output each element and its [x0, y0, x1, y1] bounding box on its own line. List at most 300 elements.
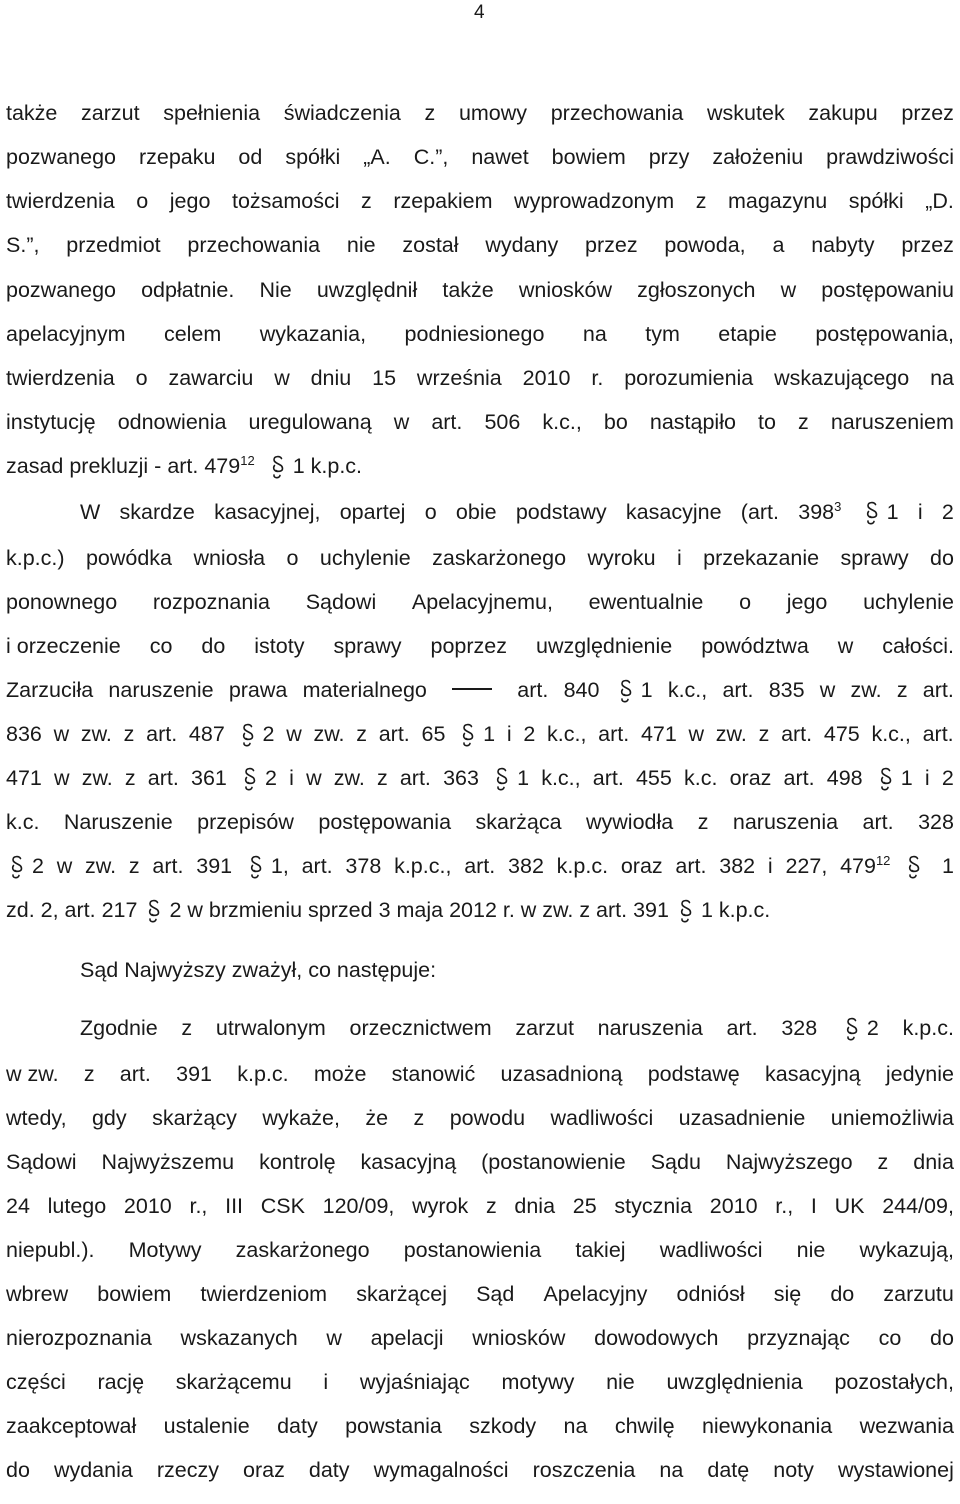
word: 2 — [941, 500, 954, 524]
word: 487 — [188, 722, 225, 746]
word: naruszenia — [732, 810, 839, 834]
word: wadliwości — [550, 1106, 654, 1130]
word: twierdzenia — [6, 189, 115, 213]
word: stycznia — [614, 1194, 693, 1218]
word: motywy — [501, 1370, 575, 1394]
word: 361 — [191, 766, 227, 790]
word: art. — [922, 678, 954, 702]
word: zarzut — [81, 101, 140, 125]
word: k.p.c. — [237, 1062, 289, 1086]
word: uwzględnienie — [535, 634, 673, 658]
word: zaakceptował — [6, 1414, 137, 1438]
word: zawarciu — [168, 366, 254, 390]
word: bowiem — [551, 145, 626, 169]
word: do — [6, 1458, 30, 1482]
word: powstania — [345, 1414, 442, 1438]
word: i — [924, 766, 930, 790]
word: o — [135, 366, 148, 390]
word: na — [582, 322, 607, 346]
word: spółki — [285, 145, 341, 169]
word: k.c. — [683, 766, 718, 790]
section-sign-icon — [617, 678, 635, 704]
word: dnia — [913, 1150, 954, 1174]
word: k.c. — [6, 810, 40, 834]
word: stanowić — [391, 1062, 476, 1086]
text-line — [6, 587, 954, 617]
word: 363 — [443, 766, 479, 790]
word: z — [181, 1016, 193, 1040]
word: celem — [163, 322, 222, 346]
word: rzepakiem — [393, 189, 493, 213]
word: etapie — [718, 322, 777, 346]
word: powoda, — [664, 233, 746, 257]
word: tym — [645, 322, 680, 346]
word: 471 — [6, 766, 42, 790]
line-text: zasad prekluzji - art. 479 — [6, 454, 241, 478]
section-sign-icon — [863, 500, 881, 526]
word: 2 — [523, 722, 536, 746]
word: 475 — [823, 722, 860, 746]
word: 382 — [719, 854, 756, 878]
word: i orzeczenie — [6, 634, 121, 658]
word: wykazują, — [859, 1238, 954, 1262]
word: 1 — [875, 763, 913, 793]
word: wykaże, — [262, 1106, 340, 1130]
word: w — [326, 1326, 342, 1350]
word: 471 — [640, 722, 677, 746]
word: materialnego — [302, 678, 427, 702]
section-sign-icon — [269, 454, 287, 480]
word: 2 — [6, 851, 44, 881]
word: że — [365, 1106, 389, 1130]
word: 391 — [176, 1062, 212, 1086]
word: 244/09, — [882, 1194, 954, 1218]
word: skardze — [119, 500, 195, 524]
word: i — [767, 854, 773, 878]
word: C.”, — [413, 145, 449, 169]
word: zarzutu — [883, 1282, 954, 1306]
word: obie — [455, 500, 497, 524]
text-line — [6, 763, 954, 793]
word: zw. — [313, 722, 345, 746]
word: tożsamości — [231, 189, 340, 213]
word: Sądowi — [305, 590, 377, 614]
word: wniosła — [193, 546, 266, 570]
section-sign-icon — [877, 766, 895, 792]
word: zw. — [81, 766, 113, 790]
word: Najwyższego — [725, 1150, 853, 1174]
word: prawa — [228, 678, 288, 702]
word: oraz — [620, 854, 663, 878]
word: Apelacyjny — [543, 1282, 648, 1306]
word: nawet — [471, 145, 529, 169]
word: przechowania — [550, 101, 684, 125]
word: umowy — [458, 101, 528, 125]
word: zaskarżonego — [235, 1238, 370, 1262]
word: ponownego — [6, 590, 118, 614]
word: z — [128, 854, 140, 878]
word: uzasadnienie — [678, 1106, 806, 1130]
word: odnowienia — [117, 410, 227, 434]
word: instytucję — [6, 410, 96, 434]
word: szkody — [469, 1414, 537, 1438]
word: postępowania, — [815, 322, 954, 346]
word: w — [306, 766, 322, 790]
word: kasacyjne — [625, 500, 722, 524]
word: z — [485, 1194, 497, 1218]
word: przedmiot — [66, 233, 161, 257]
word: (art. — [740, 500, 780, 524]
text-line — [6, 98, 954, 128]
word: art. — [726, 1016, 758, 1040]
section-sign-icon — [459, 722, 477, 748]
word: z — [798, 410, 809, 434]
word: art. — [592, 766, 624, 790]
word: wyroku — [587, 546, 656, 570]
word: I — [810, 1194, 817, 1218]
word: pozostałych, — [834, 1370, 954, 1394]
word: art. — [378, 722, 410, 746]
word: bo — [603, 410, 628, 434]
word: może — [313, 1062, 367, 1086]
word: powodu — [449, 1106, 526, 1130]
word: skarżący — [152, 1106, 237, 1130]
word: 2 — [841, 1013, 879, 1043]
word: wydany — [485, 233, 559, 257]
word: orzecznictwem — [349, 1016, 492, 1040]
section-sign-icon — [677, 898, 695, 924]
text-line — [6, 631, 954, 661]
word: z — [758, 722, 770, 746]
text-line — [6, 1455, 954, 1485]
word: września — [416, 366, 502, 390]
word: art. — [146, 722, 178, 746]
word: z — [896, 678, 908, 702]
text-line — [6, 675, 954, 705]
word: Zgodnie — [80, 1016, 158, 1040]
word: uwzględnienia — [666, 1370, 803, 1394]
word: Najwyższemu — [101, 1150, 235, 1174]
word: k.c., — [542, 410, 582, 434]
page-number: 4 — [474, 2, 485, 23]
word: zw. — [850, 678, 882, 702]
word: w — [780, 278, 797, 302]
text-line — [6, 1147, 954, 1177]
word: wniosków — [518, 278, 613, 302]
word: naruszenia — [597, 1016, 703, 1040]
section-sign-icon — [8, 854, 26, 880]
word: w — [56, 854, 73, 878]
word: 328 — [781, 1016, 818, 1040]
word: 2010 — [709, 1194, 758, 1218]
word: na — [930, 366, 954, 390]
word: przy — [648, 145, 690, 169]
word: naruszenie — [108, 678, 214, 702]
word: chwilę — [614, 1414, 675, 1438]
word: uregulowaną — [248, 410, 372, 434]
word: S.”, — [6, 233, 40, 257]
word: CSK — [260, 1194, 305, 1218]
word: rację — [97, 1370, 145, 1394]
word: uchylenie — [863, 590, 954, 614]
word: art. — [781, 722, 813, 746]
word: także — [6, 101, 58, 125]
section-sign-icon — [843, 1016, 861, 1042]
word: twierdzeniom — [200, 1282, 328, 1306]
text-line — [6, 807, 954, 837]
word: nabyty — [811, 233, 875, 257]
word: skarżącemu — [175, 1370, 292, 1394]
text-line — [6, 451, 954, 481]
word: 2010 — [123, 1194, 172, 1218]
word: art. — [517, 678, 549, 702]
word: k.p.c., — [394, 854, 452, 878]
text-line — [80, 1013, 954, 1043]
text-line — [80, 497, 954, 527]
word: wymagalności — [373, 1458, 509, 1482]
word: ewentualnie — [588, 590, 704, 614]
word: z — [356, 722, 367, 746]
section-sign-icon — [241, 766, 259, 792]
word: zw. — [715, 722, 747, 746]
word: w — [819, 678, 836, 702]
word: z — [424, 101, 436, 125]
word: 382 — [508, 854, 544, 878]
word: wniosków — [472, 1326, 566, 1350]
word: w — [53, 722, 70, 746]
word: odniósł — [676, 1282, 745, 1306]
superscript: 12 — [240, 453, 255, 468]
word: w — [286, 722, 302, 746]
word: $398^3$ — [798, 499, 842, 524]
word: k.p.c. — [556, 854, 609, 878]
word: art. — [399, 766, 431, 790]
word: 2 — [239, 763, 277, 793]
word: założeniu — [712, 145, 804, 169]
word: art. — [862, 810, 894, 834]
word: wbrew — [6, 1282, 69, 1306]
word: art. — [152, 854, 184, 878]
text-line — [6, 363, 954, 393]
word — [442, 675, 502, 705]
word: ustalenie — [163, 1414, 250, 1438]
word: o — [424, 500, 437, 524]
word: Sąd — [476, 1282, 515, 1306]
word: spółki — [848, 189, 904, 213]
word: skarżącej — [356, 1282, 447, 1306]
word: art. — [783, 766, 815, 790]
word: wskazującego — [774, 366, 910, 390]
em-dash — [452, 688, 492, 690]
text-line — [6, 1279, 954, 1309]
word: 1 — [491, 763, 529, 793]
word: spełnienia — [163, 101, 261, 125]
word: zw. — [333, 766, 365, 790]
word: takiej — [575, 1238, 626, 1262]
word: (postanowienie — [481, 1150, 626, 1174]
word: przekazanie — [703, 546, 820, 570]
word: 1 — [615, 675, 653, 705]
word: r. — [591, 366, 604, 390]
word: wtedy, — [6, 1106, 67, 1130]
word: rzeczy — [156, 1458, 219, 1482]
word: bowiem — [97, 1282, 172, 1306]
word: z — [83, 1062, 95, 1086]
text-line — [6, 1103, 954, 1133]
word: Naruszenie — [63, 810, 173, 834]
word: przechowania — [187, 233, 321, 257]
word: wydania — [53, 1458, 133, 1482]
word: 455 — [635, 766, 672, 790]
text-line — [6, 275, 954, 305]
word: oraz — [729, 766, 772, 790]
word: sprawy — [333, 634, 402, 658]
word: art. — [598, 722, 630, 746]
word: prawdziwości — [826, 145, 954, 169]
word: uchylenie — [319, 546, 411, 570]
word: zgłoszonych — [637, 278, 756, 302]
word: na — [659, 1458, 684, 1482]
word: i — [289, 766, 294, 790]
word: kasacyjną — [765, 1062, 861, 1086]
word — [903, 851, 929, 881]
word: 15 — [372, 366, 397, 390]
word: „D. — [925, 189, 954, 213]
word: 65 — [421, 722, 446, 746]
word: W — [80, 500, 101, 524]
word: świadczenia — [283, 101, 401, 125]
word: k.c., — [541, 766, 581, 790]
word: i — [323, 1370, 329, 1394]
word: Nie — [259, 278, 292, 302]
word: zw. — [85, 854, 117, 878]
word: zaskarżonego — [432, 546, 567, 570]
word: Apelacyjnemu, — [411, 590, 553, 614]
word: przyznając — [747, 1326, 850, 1350]
section-sign-icon — [247, 854, 265, 880]
word: postanowienia — [403, 1238, 542, 1262]
word: skarżąca — [475, 810, 562, 834]
word: 328 — [918, 810, 954, 834]
text-line — [6, 319, 954, 349]
word: wskazanych — [180, 1326, 298, 1350]
word: wadliwości — [659, 1238, 763, 1262]
word: Motywy — [128, 1238, 202, 1262]
word: Sądowi — [6, 1150, 77, 1174]
word: $479^{12}$ — [840, 853, 891, 878]
word: także — [442, 278, 494, 302]
word: z — [124, 766, 136, 790]
section-sign-icon — [239, 722, 257, 748]
word: art. — [301, 854, 333, 878]
word: do — [930, 546, 954, 570]
word: dniu — [310, 366, 352, 390]
word: dowodowych — [594, 1326, 719, 1350]
word: podniesionego — [404, 322, 545, 346]
word: daty — [308, 1458, 350, 1482]
word: niepubl.). — [6, 1238, 95, 1262]
word: 1 — [457, 719, 495, 749]
word: 2 — [941, 766, 954, 790]
word: z — [697, 810, 709, 834]
word: Sądu — [650, 1150, 701, 1174]
word: uwzględnił — [316, 278, 418, 302]
text-line — [6, 142, 954, 172]
word: art. — [147, 766, 179, 790]
word: porozumienia — [624, 366, 754, 390]
word: 506 — [484, 410, 521, 434]
word: od — [238, 145, 263, 169]
word: k.p.c. — [902, 1016, 954, 1040]
word: został — [402, 233, 459, 257]
word: apelacji — [370, 1326, 444, 1350]
word: postępowania — [318, 810, 452, 834]
word: istoty — [254, 634, 305, 658]
word: wskutek — [707, 101, 785, 125]
word: zakupu — [808, 101, 878, 125]
word: uzasadnioną — [500, 1062, 623, 1086]
word: 1, — [245, 851, 289, 881]
text-line — [6, 1235, 954, 1265]
word: utrwalonym — [215, 1016, 326, 1040]
word: wystawionej — [837, 1458, 954, 1482]
word: rozpoznania — [152, 590, 271, 614]
word: wyrok — [412, 1194, 469, 1218]
word: art. — [922, 722, 954, 746]
text-line — [6, 895, 954, 925]
section-sign-icon — [905, 854, 923, 880]
word: pozwanego — [6, 278, 116, 302]
word: podstawy — [515, 500, 607, 524]
word: z — [361, 189, 372, 213]
word: w — [837, 634, 854, 658]
word: się — [773, 1282, 802, 1306]
line-text-tail: 1 k.p.c. — [292, 454, 363, 478]
word: apelacyjnym — [6, 322, 126, 346]
word: k.c., — [871, 722, 911, 746]
word: UK — [834, 1194, 865, 1218]
word: magazynu — [727, 189, 828, 213]
word: art. — [722, 678, 754, 702]
word: nierozpoznania — [6, 1326, 152, 1350]
word: do — [201, 634, 226, 658]
word: co — [149, 634, 173, 658]
word: wykazania, — [259, 322, 367, 346]
word: z — [413, 1106, 425, 1130]
word: postępowaniu — [821, 278, 954, 302]
text-line — [80, 955, 954, 985]
text-line — [6, 1411, 954, 1441]
word: co — [878, 1326, 902, 1350]
word: niewykonania — [701, 1414, 833, 1438]
word: jedynie — [885, 1062, 954, 1086]
word: 2010 — [522, 366, 571, 390]
word: art. — [119, 1062, 151, 1086]
word: powódka — [85, 546, 173, 570]
word: 227, — [785, 854, 828, 878]
word: i — [917, 500, 923, 524]
word: wyjaśniając — [359, 1370, 470, 1394]
word: r., — [775, 1194, 794, 1218]
word: 836 — [6, 722, 42, 746]
word: a — [772, 233, 785, 257]
word: wezwania — [859, 1414, 954, 1438]
word: lutego — [47, 1194, 107, 1218]
word: podstawę — [647, 1062, 740, 1086]
word: wyprowadzonym — [514, 189, 675, 213]
word: nie — [796, 1238, 826, 1262]
word: przepisów — [197, 810, 294, 834]
